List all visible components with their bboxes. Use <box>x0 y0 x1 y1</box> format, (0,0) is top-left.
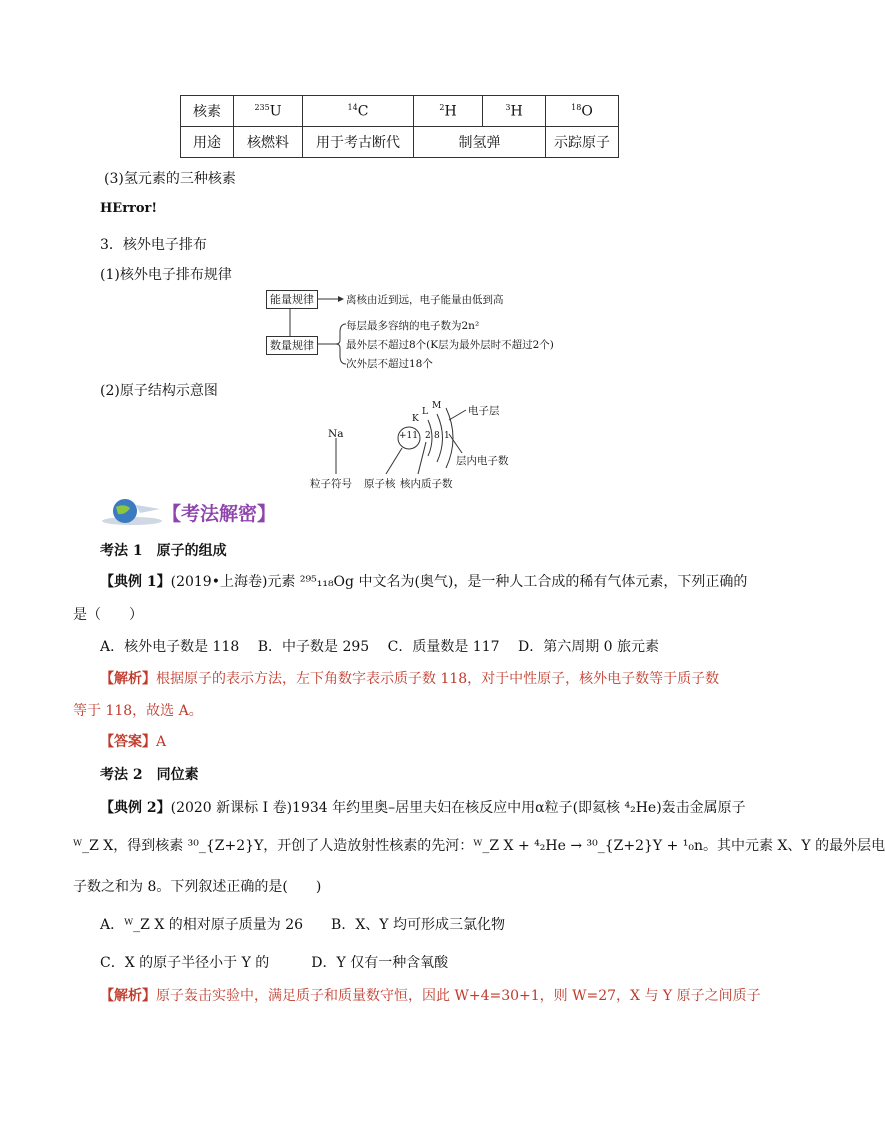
banner-title: 【考法解密】 <box>162 503 277 525</box>
table-row <box>181 96 619 127</box>
example1-question-cont: 是（ ） <box>73 607 143 623</box>
method2-heading: 考法 2 同位素 <box>100 767 199 783</box>
shell-letter: K <box>412 414 419 424</box>
shell-letter: L <box>422 407 428 417</box>
analysis-text: 原子轰击实验中，满足质子和质量数守恒，因此 W+4=30+1，则 W=27，X 与 Y 原子之间质子 <box>156 988 761 1004</box>
error-text: HError! <box>100 201 158 216</box>
table-cell: 核素 <box>181 96 234 127</box>
label-layer: 电子层 <box>468 405 500 417</box>
globe-icon <box>100 495 170 527</box>
table-cell: $^{235}$U <box>234 96 303 127</box>
table-cell: 用途 <box>181 127 234 158</box>
example2-options-cd: C．X 的原子半径小于 Y 的 D．Y 仅有一种含氧酸 <box>100 955 449 971</box>
table-cell: $^{14}$C <box>303 96 414 127</box>
example-text: (2019•上海卷)元素 ²⁹⁵₁₁₈Og 中文名为(奥气)，是一种人工合成的稀有气体元素，下列正确的 <box>170 574 748 590</box>
table-cell: $^{18}$O <box>546 96 619 127</box>
example1-analysis <box>100 668 719 688</box>
analysis-tag: 【解析】 <box>100 988 156 1004</box>
example-text: (2020 新课标 I 卷)1934 年约里奥–居里夫妇在核反应中用α粒子(即氦核 ⁴₂He)轰击金属原子 <box>170 800 746 816</box>
example2-question-cont2: 子数之和为 8。下列叙述正确的是( ) <box>73 879 322 895</box>
example2-options-ab: A．ᵂ_Z X 的相对原子质量为 26 B．X、Y 均可形成三氯化物 <box>100 917 505 933</box>
energy-rule-box: 能量规律 <box>266 290 318 309</box>
example1-analysis-cont: 等于 118，故选 A。 <box>73 703 203 719</box>
label-inner-electrons: 层内电子数 <box>456 455 509 467</box>
example1-question <box>100 571 747 591</box>
energy-rule-text: 离核由近到远，电子能量由低到高 <box>346 294 504 306</box>
method1-heading: 考法 1 原子的组成 <box>100 543 227 559</box>
example-tag: 【典例 2】 <box>100 800 171 816</box>
subheading-rules: (1)核外电子排布规律 <box>100 267 232 283</box>
label-protons: 核内质子数 <box>400 478 453 490</box>
answer-value: A <box>156 734 167 750</box>
table-cell: 制氢弹 <box>414 127 546 158</box>
shell-count: 2 <box>425 431 431 441</box>
answer-tag: 【答案】 <box>100 734 156 750</box>
nuclide-table <box>180 95 619 158</box>
nucleus-charge: +11 <box>399 431 418 441</box>
example1-options: A．核外电子数是 118 B．中子数是 295 C．质量数是 117 D．第六周期 0 旅元素 <box>100 639 660 655</box>
subheading-structure: (2)原子结构示意图 <box>100 383 218 399</box>
example2-question <box>100 797 746 817</box>
example1-answer <box>100 731 166 751</box>
table-cell: 用于考古断代 <box>303 127 414 158</box>
rule-item: 每层最多容纳的电子数为2n² <box>346 320 480 332</box>
example-tag: 【典例 1】 <box>100 574 171 590</box>
rule-item: 最外层不超过8个(K层为最外层时不超过2个) <box>346 339 554 351</box>
label-nucleus: 原子核 <box>364 478 396 490</box>
table-cell: 示踪原子 <box>546 127 619 158</box>
subheading-hydrogen: (3)氢元素的三种核素 <box>104 171 236 187</box>
analysis-tag: 【解析】 <box>100 671 156 687</box>
table-cell: $^3$H <box>483 96 546 127</box>
shell-letter: M <box>432 401 442 411</box>
table-cell: $^2$H <box>414 96 483 127</box>
example2-question-cont: ᵂ_Z X，得到核素 ³⁰_{Z+2}Y，开创了人造放射性核素的先河：ᵂ_Z X + ⁴₂He → ³⁰_{Z+2}Y + ¹₀n。其中元素 X、Y 的最外层电 <box>73 838 885 854</box>
label-symbol: 粒子符号 <box>310 478 352 490</box>
section-heading: 3．核外电子排布 <box>100 237 207 253</box>
shell-count: 1 <box>444 431 450 441</box>
particle-symbol: Na <box>328 428 344 440</box>
table-row <box>181 127 619 158</box>
rule-item: 次外层不超过18个 <box>346 358 433 370</box>
table-cell: 核燃料 <box>234 127 303 158</box>
example2-analysis <box>100 985 761 1005</box>
atomic-structure-diagram <box>306 398 546 490</box>
section-banner <box>100 495 300 527</box>
analysis-text: 根据原子的表示方法，左下角数字表示质子数 118，对于中性原子，核外电子数等于质子数 <box>156 671 720 687</box>
shell-count: 8 <box>434 431 440 441</box>
electron-rules-diagram <box>266 290 566 370</box>
quantity-rule-box: 数量规律 <box>266 336 318 355</box>
